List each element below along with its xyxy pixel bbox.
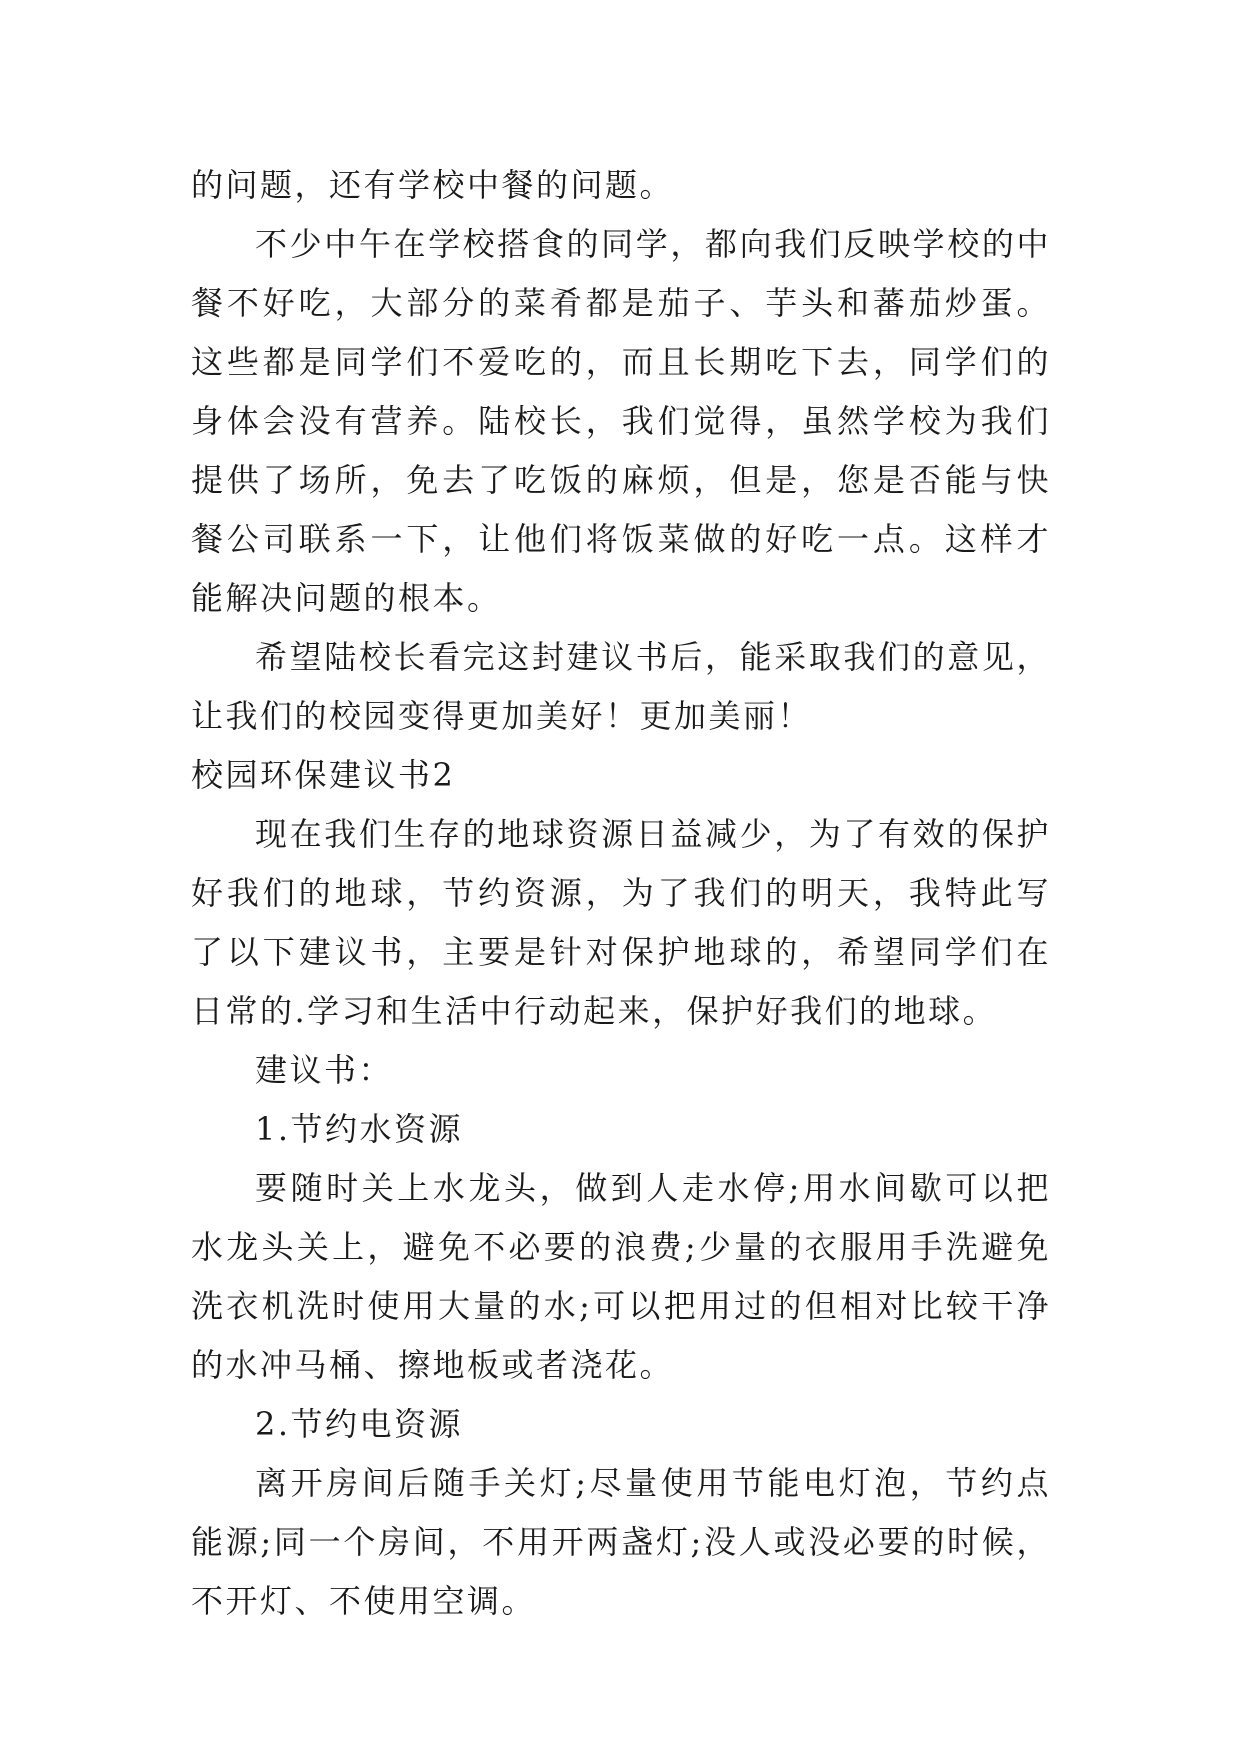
proposal-label: 建议书： — [255, 1051, 394, 1089]
paragraph-closing-hope: 希望陆校长看完这封建议书后，能采取我们的意见，让我们的校园变得更加美好！更加美丽！ — [191, 638, 1051, 735]
section-title: 校园环保建议书2 — [191, 756, 456, 794]
paragraph-water: 要随时关上水龙头，做到人走水停;用水间歇可以把水龙头关上，避免不必要的浪费;少量的衣服用手洗避免洗衣机洗时使用大量的水;可以把用过的但相对比较干净的水冲马桶、擦地板或者浇花。 — [191, 1169, 1051, 1384]
item-heading-electricity: 2.节约电资源 — [255, 1405, 464, 1443]
paragraph-lunch-complaint: 不少中午在学校搭食的同学，都向我们反映学校的中餐不好吃，大部分的菜肴都是茄子、芋头和蕃茄炒蛋。这些都是同学们不爱吃的，而且长期吃下去，同学们的身体会没有营养。陆校长，我们觉得，虽然学校为我们提供了场所，免去了吃饭的麻烦，但是，您是否能与快餐公司联系一下，让他们将饭菜做的好吃一点。这样才能解决问题的根本。 — [191, 225, 1051, 617]
item-heading-water: 1.节约水资源 — [255, 1110, 464, 1148]
paragraph-electricity: 离开房间后随手关灯;尽量使用节能电灯泡，节约点能源;同一个房间，不用开两盏灯;没人或没必要的时候，不开灯、不使用空调。 — [191, 1464, 1051, 1620]
paragraph-intro: 现在我们生存的地球资源日益减少，为了有效的保护好我们的地球，节约资源，为了我们的明天，我特此写了以下建议书，主要是针对保护地球的，希望同学们在日常的.学习和生活中行动起来，保护好我们的地球。 — [191, 815, 1051, 1030]
paragraph-continuation: 的问题，还有学校中餐的问题。 — [191, 166, 675, 204]
document-body — [191, 156, 1051, 1631]
